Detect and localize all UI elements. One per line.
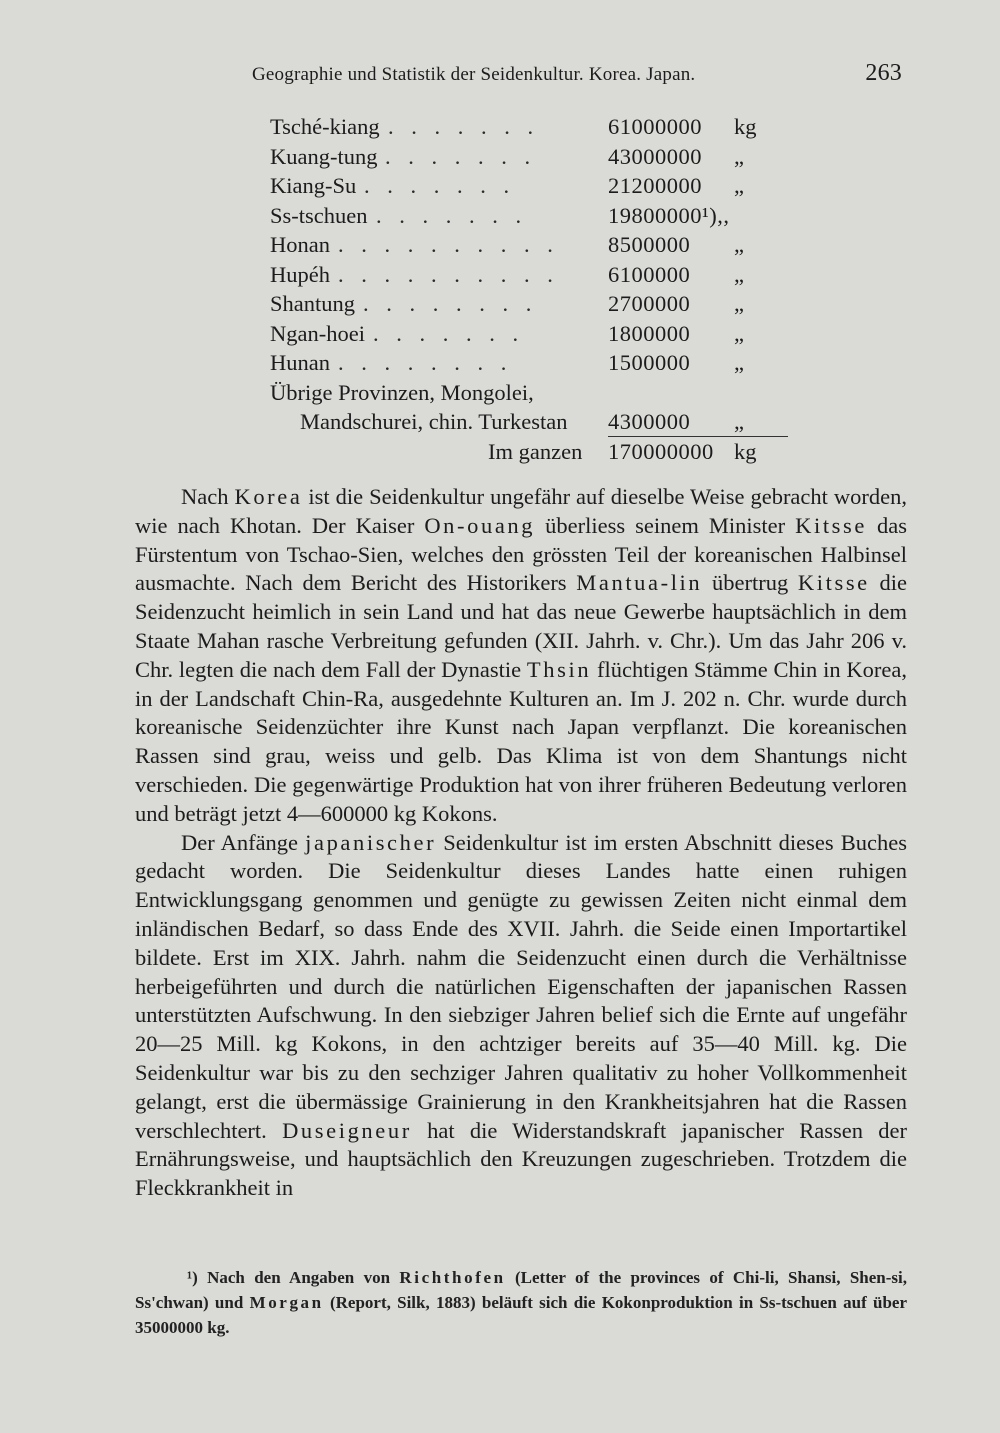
running-title: Geographie und Statistik der Seidenkultur. Korea. Japan. (252, 64, 696, 85)
province-name: Shantung (270, 291, 356, 316)
dot-leader: . . . . . . . . . . (338, 261, 559, 287)
text-run: (Report, Silk, 1883) beläuft sich die Kokonproduktion in Ss-tschuen auf über 35000000 kg. (135, 1293, 907, 1337)
province-value: 6100000 (608, 261, 691, 287)
page-number: 263 (865, 60, 902, 86)
province-unit: „ (734, 320, 744, 346)
province-unit: „ (734, 350, 744, 375)
other-provinces-value: 4300000 (608, 409, 691, 434)
province-value: 21200000 (608, 173, 702, 198)
spaced-name: Thsin (526, 656, 592, 682)
dot-leader: . . . . . . . (376, 202, 528, 228)
spaced-name: Kitsse (795, 512, 867, 538)
text-run: Seidenkultur ist im ersten Abschnitt dieses Buches gedacht worden. Die Seidenkultur dieses Landes hatte einen ruhigen Entwicklungsgang genommen und genügte zu gewissen Zeiten nicht einmal dem inländischen Bedarf, so dass Ende des XVII. Jahrh. die Seide einen Importartikel bildete. Erst im XIX. Jahrh. nahm die Seidenzucht einen durch die Verhältnisse herbeigeführten und durch die natürlichen Eigenschaften der japanischen Rassen unterstützten Aufschwung. In den siebziger Jahren belief sich die Ernte auf ungefähr 20—25 Mill. kg Kokons, in den achtziger bereits auf 35—40 Mill. kg. Die Seidenkultur war bis zu den sechziger Jahren qualitativ zu hoher Vollkommenheit gelangt, erst die übermässige Grainierung in den Krankheitsjahren hat die Rassen verschlechtert. (135, 829, 907, 1143)
province-name: Ss-tschuen (270, 202, 368, 228)
footnote-text (135, 1265, 907, 1340)
table-row-total (270, 437, 790, 467)
text-run: ¹) Nach den Angaben von (187, 1268, 400, 1287)
province-unit: kg (734, 114, 757, 139)
province-unit: „ (734, 143, 744, 169)
province-value: 61000000 (608, 114, 702, 139)
dot-leader: . . . . . . . (364, 173, 516, 198)
total-unit: kg (734, 438, 757, 464)
table-row (270, 348, 790, 378)
province-name: Honan (270, 232, 330, 257)
table-row-other-1 (270, 378, 790, 408)
spaced-name: Morgan (249, 1293, 324, 1312)
other-provinces-unit: „ (734, 409, 744, 434)
total-label: Im ganzen (488, 438, 583, 464)
body-text (135, 483, 907, 1203)
dot-leader: . . . . . . . . (363, 291, 538, 316)
province-value: 43000000 (608, 143, 702, 169)
province-name: Ngan-hoei (270, 320, 365, 346)
province-unit: „ (734, 291, 744, 316)
table-row (270, 112, 790, 142)
footnote (135, 1265, 907, 1340)
text-run: Der Anfänge (181, 829, 306, 855)
spaced-name: On-ouang (424, 512, 536, 538)
other-provinces-line-2: Mandschurei, chin. Turkestan (300, 409, 568, 434)
production-table (270, 112, 790, 466)
table-row (270, 289, 790, 319)
spaced-name: japanischer (305, 829, 437, 855)
text-run: hat die Widerstandskraft japanischer Rassen der Ernährungsweise, und hauptsächlich den Kreuzungen zugeschrieben. Trotzdem die Fleckkrankheit in (135, 1117, 907, 1201)
text-run: die Seidenzucht heimlich in sein Land und hat das neue Gewerbe hauptsächlich in dem Staate Mahan rasche Verbreitung gefunden (XII. Jahrh. v. Chr.). Um das Jahr 206 v. Chr. legten die nach dem Fall der Dynastie (135, 570, 907, 682)
text-run: übertrug (702, 570, 798, 596)
dot-leader: . . . . . . . . . . (338, 232, 559, 257)
spaced-name: Mantua-lin (576, 570, 703, 596)
province-value: 19800000¹),, (608, 202, 730, 228)
province-name: Hunan (270, 350, 330, 375)
dot-leader: . . . . . . . (385, 143, 537, 169)
text-run: das Fürstentum von Tschao-Sien, welches den grössten Teil der koreanischen Halbinsel ausmachte. Nach dem Bericht des Historikers (135, 512, 907, 596)
paragraph-korea (135, 483, 907, 829)
province-unit: „ (734, 261, 744, 287)
province-rows (270, 112, 790, 378)
province-name: Hupéh (270, 261, 330, 287)
spaced-name: Duseigneur (282, 1117, 412, 1143)
dot-leader: . . . . . . . . (338, 350, 513, 375)
province-name: Kuang-tung (270, 143, 378, 169)
table-row (270, 260, 790, 290)
table-row-other-2 (270, 407, 790, 437)
dot-leader: . . . . . . . (373, 320, 525, 346)
province-value: 8500000 (608, 232, 691, 257)
text-run: (Letter of the provinces of Chi-li, Shansi, Shen-si, Ss'chwan) und (135, 1268, 907, 1312)
province-value: 1800000 (608, 320, 691, 346)
text-run: überliess seinem Minister (535, 512, 796, 538)
table-row (270, 201, 790, 231)
province-value: 1500000 (608, 350, 691, 375)
province-name: Kiang-Su (270, 173, 357, 198)
total-value: 170000000 (608, 438, 714, 464)
dot-leader: . . . . . . . (388, 114, 540, 139)
table-row (270, 319, 790, 349)
page-header (252, 60, 902, 86)
text-run: ist die Seidenkultur ungefähr auf dieselbe Weise gebracht worden, wie nach Khotan. Der Kaiser (135, 484, 907, 538)
spaced-name: Korea (234, 484, 303, 509)
table-row (270, 230, 790, 260)
text-run: Nach (181, 484, 235, 509)
spaced-name: Richthofen (399, 1268, 506, 1287)
table-row (270, 171, 790, 201)
province-value: 2700000 (608, 291, 691, 316)
text-run: flüchtigen Stämme Chin in Korea, in der Landschaft Chin-Ra, ausgedehnte Kulturen an. Im J. 202 n. Chr. wurde durch koreanische Seidenzüchter ihre Kunst nach Japan verpflanzt. Die koreanischen Rassen sind grau, weiss und gelb. Das Klima ist von dem Shantungs nicht verschieden. Die gegenwärtige Produktion hat von ihrer früheren Bedeutung verloren und beträgt jetzt 4—600000 kg Kokons. (135, 656, 907, 826)
table-row (270, 142, 790, 172)
province-name: Tsché-kiang (270, 114, 380, 139)
paragraph-japan (135, 829, 907, 1203)
province-unit: „ (734, 173, 744, 198)
spaced-name: Kitsse (797, 570, 870, 596)
province-unit: „ (734, 232, 744, 257)
other-provinces-line-1: Übrige Provinzen, Mongolei, (270, 379, 534, 405)
